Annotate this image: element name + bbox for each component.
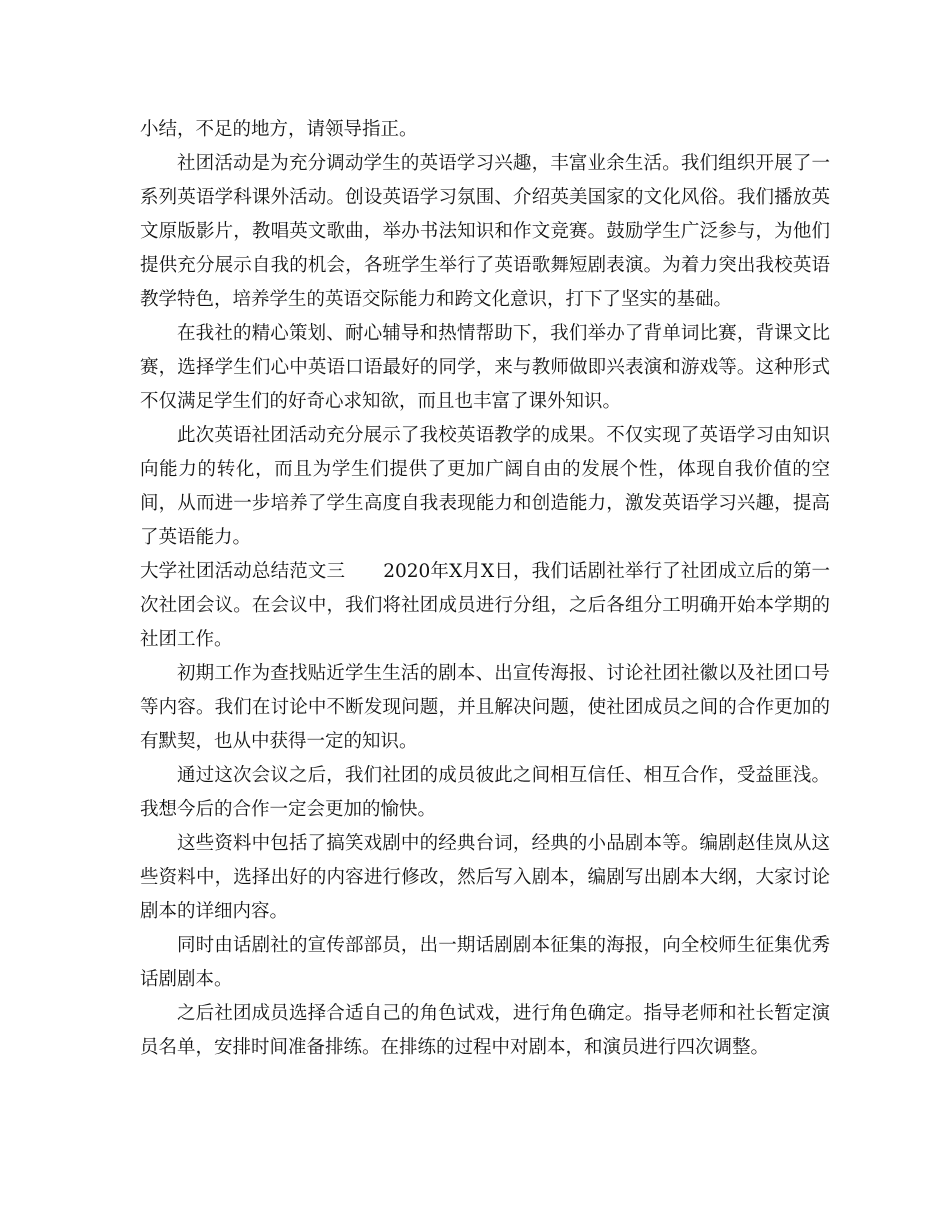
paragraph: 通过这次会议之后，我们社团的成员彼此之间相互信任、相互合作，受益匪浅。我想今后的合作一定会更加的愉快。: [140, 765, 830, 820]
paragraph: 同时由话剧社的宣传部部员，出一期话剧剧本征集的海报，向全校师生征集优秀话剧剧本。: [140, 935, 830, 990]
section-heading-line: [140, 555, 830, 657]
paragraph: 在我社的精心策划、耐心辅导和热情帮助下，我们举办了背单词比赛，背课文比赛，选择学生们心中英语口语最好的同学，来与教师做即兴表演和游戏等。这种形式不仅满足学生们的好奇心求知欲，而且也丰富了课外知识。: [140, 323, 830, 412]
paragraph: 此次英语社团活动充分展示了我校英语教学的成果。不仅实现了英语学习由知识向能力的转化，而且为学生们提供了更加广阔自由的发展个性，体现自我价值的空间，从而进一步培养了学生高度自我表现能力和创造能力，激发英语学习兴趣，提高了英语能力。: [140, 425, 830, 548]
paragraph: 这些资料中包括了搞笑戏剧中的经典台词，经典的小品剧本等。编剧赵佳岚从这些资料中，选择出好的内容进行修改，然后写入剧本，编剧写出剧本大纲，大家讨论剧本的详细内容。: [140, 833, 830, 922]
paragraph: 之后社团成员选择合适自己的角色试戏，进行角色确定。指导老师和社长暂定演员名单，安排时间准备排练。在排练的过程中对剧本，和演员进行四次调整。: [140, 1003, 830, 1058]
paragraph: 社团活动是为充分调动学生的英语学习兴趣，丰富业余生活。我们组织开展了一系列英语学科课外活动。创设英语学习氛围、介绍英美国家的文化风俗。我们播放英文原版影片，教唱英文歌曲，举办书法知识和作文竞赛。鼓励学生广泛参与，为他们提供充分展示自我的机会，各班学生举行了英语歌舞短剧表演。为着力突出我校英语教学特色，培养学生的英语交际能力和跨文化意识，打下了坚实的基础。: [140, 153, 830, 310]
paragraph: 小结，不足的地方，请领导指正。: [140, 119, 418, 140]
paragraph: 初期工作为查找贴近学生生活的剧本、出宣传海报、讨论社团社徽以及社团口号等内容。我们在讨论中不断发现问题，并且解决问题，使社团成员之间的合作更加的有默契，也从中获得一定的知识。: [140, 663, 830, 752]
document-body: [140, 113, 830, 1065]
section-heading: 大学社团活动总结范文三: [140, 561, 346, 582]
section-first-text: 2020年X月X日，我们话剧社举行了社团成立后的第一次社团会议。在会议中，我们将社团成员进行分组，之后各组分工明确开始本学期的社团工作。: [140, 561, 830, 650]
